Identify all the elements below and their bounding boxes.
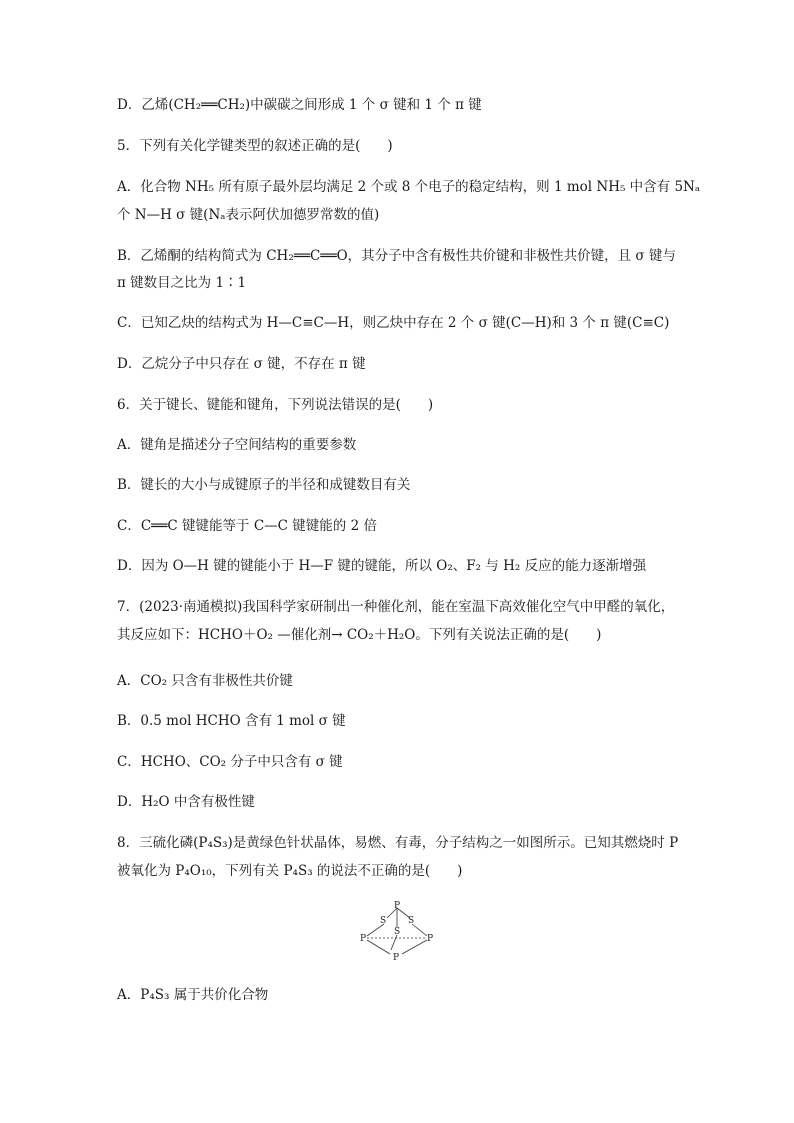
q5-option-c: C．已知乙炔的结构式为 H—C≡C—H，则乙炔中存在 2 个 σ 键(C—H)和 3 个 π 键(C≡C): [117, 315, 670, 331]
p4s3-structure-figure: [357, 900, 437, 962]
q5-option-d: D．乙烷分子中只存在 σ 键，不存在 π 键: [117, 356, 366, 372]
q8-stem-line1: 8．三硫化磷(P₄S₃)是黄绿色针状晶体，易燃、有毒，分子结构之一如图所示。已知其燃烧时 P: [117, 835, 679, 851]
atom-p-bottom: P: [393, 953, 400, 962]
q7-stem-line2: 其反应如下：HCHO＋O₂ —催化剂→ CO₂＋H₂O。下列有关说法正确的是( ): [117, 627, 602, 643]
q4-option-d: D．乙烯(CH₂══CH₂)中碳碳之间形成 1 个 σ 键和 1 个 π 键: [117, 97, 482, 113]
atom-p-right: P: [427, 934, 434, 944]
q5-stem: 5．下列有关化学键类型的叙述正确的是( ): [117, 138, 393, 154]
atom-p-left: P: [360, 934, 367, 944]
atom-s-left: S: [380, 916, 387, 926]
q6-option-a: A．键角是描述分子空间结构的重要参数: [117, 437, 357, 453]
q6-option-b: B．键长的大小与成键原子的半径和成键数目有关: [117, 477, 411, 493]
q7-option-b: B．0.5 mol HCHO 含有 1 mol σ 键: [117, 713, 346, 729]
atom-p-top: P: [394, 901, 401, 911]
q6-option-c: C．C══C 键键能等于 C—C 键键能的 2 倍: [117, 518, 377, 534]
q8-option-a: A．P₄S₃ 属于共价化合物: [117, 987, 269, 1003]
q6-stem: 6．关于键长、键能和键角，下列说法错误的是( ): [117, 397, 434, 413]
q7-option-a: A．CO₂ 只含有非极性共价键: [117, 673, 293, 689]
q5-option-b-line2: π 键数目之比为 1∶1: [117, 275, 247, 291]
q8-stem-line2: 被氧化为 P₄O₁₀，下列有关 P₄S₃ 的说法不正确的是( ): [117, 863, 463, 879]
q5-option-a-line2: 个 N—H σ 键(Nₐ表示阿伏加德罗常数的值): [117, 207, 380, 223]
q6-option-d: D．因为 O—H 键的键能小于 H—F 键的键能，所以 O₂、F₂ 与 H₂ 反应的能力逐渐增强: [117, 558, 647, 574]
q5-option-a-line1: A．化合物 NH₅ 所有原子最外层均满足 2 个或 8 个电子的稳定结构，则 1 mol NH₅ 中含有 5Nₐ: [117, 179, 701, 195]
atom-s-right: S: [408, 916, 415, 926]
atom-s-middle: S: [394, 927, 401, 937]
q7-option-d: D．H₂O 中含有极性键: [117, 794, 255, 810]
q7-option-c: C．HCHO、CO₂ 分子中只含有 σ 键: [117, 754, 343, 770]
q5-option-b-line1: B．乙烯酮的结构简式为 CH₂══C══O，其分子中含有极性共价键和非极性共价键，且 σ 键与: [117, 248, 676, 264]
q7-stem-line1: 7．(2023·南通模拟)我国科学家研制出一种催化剂，能在室温下高效催化空气中甲醛的氧化，: [117, 599, 675, 615]
